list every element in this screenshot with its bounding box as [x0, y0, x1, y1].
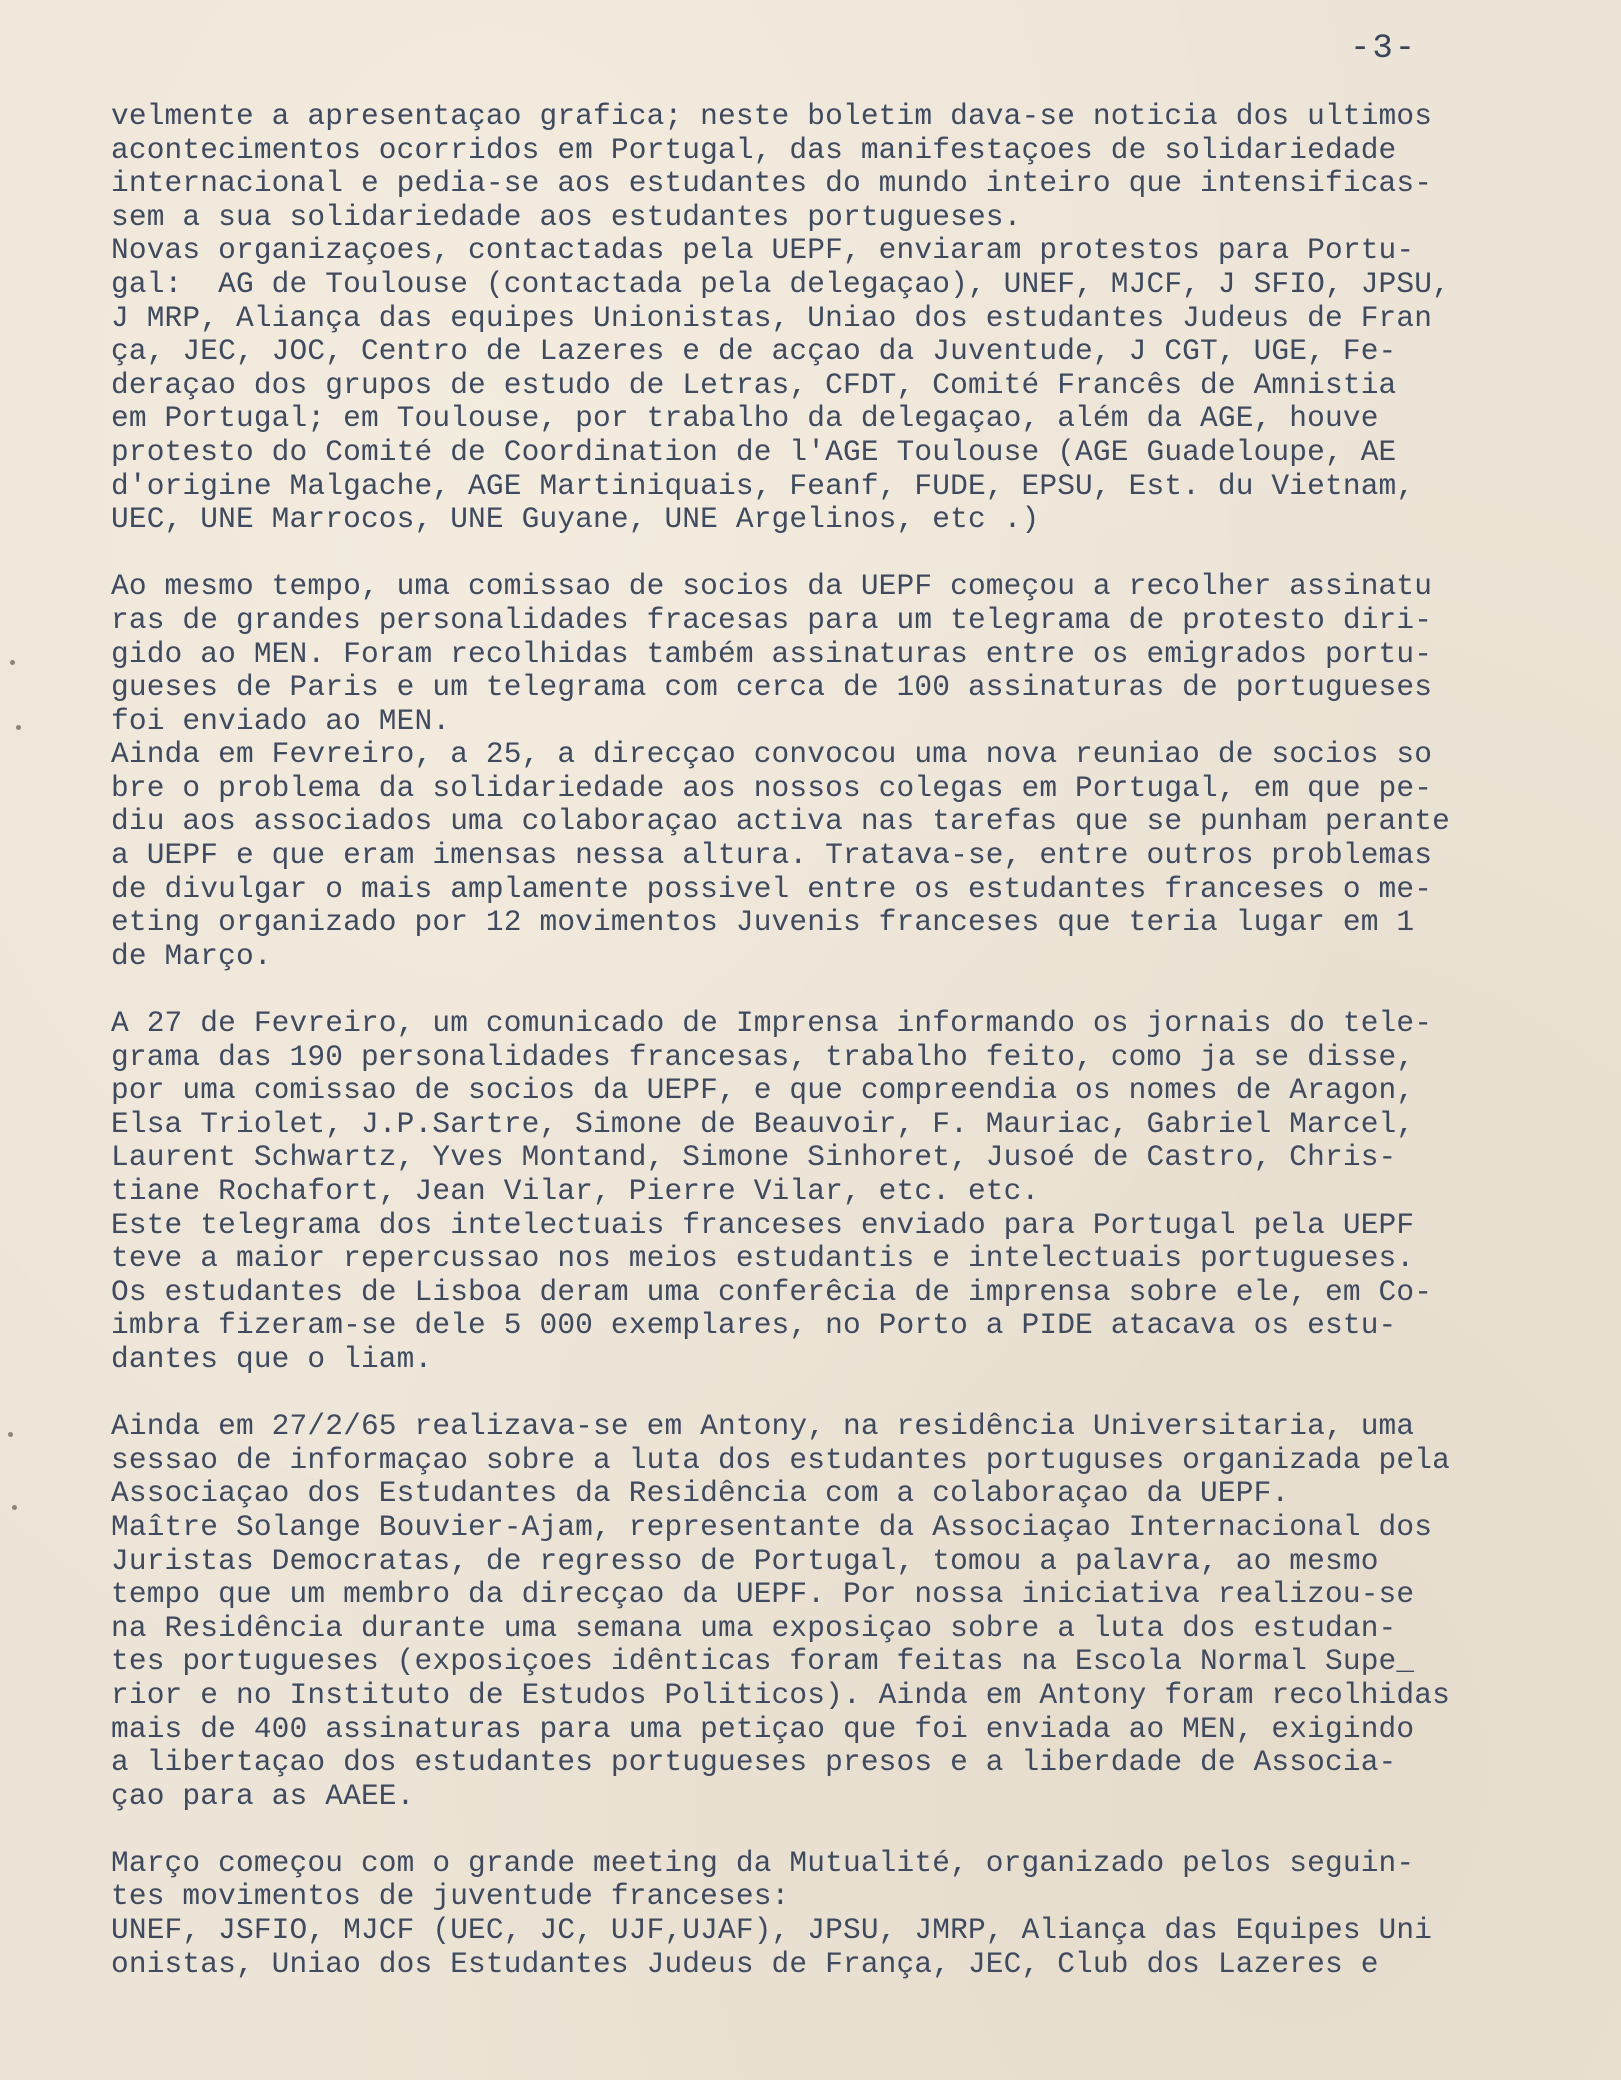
text-line: gal: AG de Toulouse (contactada pela delegaçao), UNEF, MJCF, J SFIO, JPSU, — [111, 266, 1450, 301]
text-line: deraçao dos grupos de estudo de Letras, CFDT, Comité Francês de Amnistia — [111, 367, 1397, 402]
text-line: Elsa Triolet, J.P.Sartre, Simone de Beauvoir, F. Mauriac, Gabriel Marcel, — [111, 1106, 1415, 1141]
text-line: dantes que o liam. — [111, 1341, 433, 1376]
text-line: de Março. — [111, 938, 272, 973]
text-line: grama das 190 personalidades francesas, trabalho feito, como ja se disse, — [111, 1039, 1415, 1074]
paragraph-2 — [111, 570, 1601, 973]
text-line: A 27 de Fevreiro, um comunicado de Imprensa informando os jornais do tele- — [111, 1006, 1433, 1041]
paragraph-gap — [111, 1377, 1601, 1411]
text-line: protesto do Comité de Coordination de l'AGE Toulouse (AGE Guadeloupe, AE — [111, 434, 1397, 469]
text-line: UNEF, JSFIO, MJCF (UEC, JC, UJF,UJAF), JPSU, JMRP, Aliança das Equipes Uni — [111, 1913, 1433, 1948]
paragraph-gap — [111, 1813, 1601, 1847]
text-line: J MRP, Aliança das equipes Unionistas, Uniao dos estudantes Judeus de Fran — [111, 300, 1433, 335]
page-number: -3- — [1350, 30, 1418, 68]
text-line: d'origine Malgache, AGE Martiniquais, Feanf, FUDE, EPSU, Est. du Vietnam, — [111, 468, 1415, 503]
text-line: Laurent Schwartz, Yves Montand, Simone Sinhoret, Jusoé de Castro, Chris- — [111, 1140, 1397, 1175]
text-line: Este telegrama dos intelectuais franceses enviado para Portugal pela UEPF — [111, 1207, 1415, 1242]
text-line: sem a sua solidariedade aos estudantes portugueses. — [111, 199, 1022, 234]
margin-speck — [12, 1505, 17, 1510]
document-body — [111, 100, 1601, 1981]
margin-speck — [8, 1432, 13, 1437]
text-line: ras de grandes personalidades fracesas para um telegrama de protesto diri- — [111, 602, 1433, 637]
text-line: foi enviado ao MEN. — [111, 703, 451, 738]
text-line: gido ao MEN. Foram recolhidas também assinaturas entre os emigrados portu- — [111, 636, 1433, 671]
text-line: na Residência durante uma semana uma exposiçao sobre a luta dos estudan- — [111, 1610, 1397, 1645]
text-line: tes portugueses (exposiçoes idênticas foram feitas na Escola Normal Supe_ — [111, 1644, 1415, 1679]
text-line: Juristas Democratas, de regresso de Portugal, tomou a palavra, ao mesmo — [111, 1543, 1379, 1578]
text-line: acontecimentos ocorridos em Portugal, das manifestaçoes de solidariedade — [111, 132, 1397, 167]
text-line: sessao de informaçao sobre a luta dos estudantes portuguses organizada pela — [111, 1442, 1450, 1477]
margin-speck — [10, 660, 15, 665]
text-line: a UEPF e que eram imensas nessa altura. Tratava-se, entre outros problemas — [111, 838, 1433, 873]
text-line: tes movimentos de juventude franceses: — [111, 1879, 790, 1914]
text-line: velmente a apresentaçao grafica; neste boletim dava-se noticia dos ultimos — [111, 99, 1433, 133]
text-line: a libertaçao dos estudantes portugueses presos e a liberdade de Associa- — [111, 1745, 1397, 1780]
text-line: diu aos associados uma colaboraçao activa nas tarefas que se punham perante — [111, 804, 1450, 839]
text-line: ça, JEC, JOC, Centro de Lazeres e de acçao da Juventude, J CGT, UGE, Fe- — [111, 334, 1397, 369]
paragraph-1 — [111, 100, 1601, 537]
paragraph-gap — [111, 973, 1601, 1007]
text-line: Maître Solange Bouvier-Ajam, representante da Associaçao Internacional dos — [111, 1509, 1433, 1544]
text-line: internacional e pedia-se aos estudantes do mundo inteiro que intensificas- — [111, 166, 1433, 201]
text-line: tiane Rochafort, Jean Vilar, Pierre Vilar, etc. etc. — [111, 1174, 1040, 1208]
text-line: tempo que um membro da direcçao da UEPF. Por nossa iniciativa realizou-se — [111, 1577, 1415, 1612]
paragraph-5 — [111, 1847, 1601, 1981]
text-line: Associaçao dos Estudantes da Residência com a colaboraçao da UEPF. — [111, 1476, 1290, 1511]
text-line: Ainda em 27/2/65 realizava-se em Antony, na residência Universitaria, uma — [111, 1409, 1415, 1444]
text-line: imbra fizeram-se dele 5 000 exemplares, no Porto a PIDE atacava os estu- — [111, 1308, 1397, 1343]
text-line: eting organizado por 12 movimentos Juvenis franceses que teria lugar em 1 — [111, 905, 1415, 940]
text-line: onistas, Uniao dos Estudantes Judeus de França, JEC, Club dos Lazeres e — [111, 1946, 1379, 1981]
text-line: por uma comissao de socios da UEPF, e que compreendia os nomes de Aragon, — [111, 1073, 1415, 1108]
text-line: gueses de Paris e um telegrama com cerca de 100 assinaturas de portugueses — [111, 670, 1433, 705]
text-line: em Portugal; em Toulouse, por trabalho da delegaçao, além da AGE, houve — [111, 401, 1379, 436]
text-line: mais de 400 assinaturas para uma petiçao que foi enviada ao MEN, exigindo — [111, 1711, 1415, 1746]
text-line: de divulgar o mais amplamente possivel entre os estudantes franceses o me- — [111, 871, 1433, 906]
margin-speck — [16, 725, 21, 730]
text-line: bre o problema da solidariedade aos nossos colegas em Portugal, em que pe- — [111, 770, 1433, 805]
text-line: UEC, UNE Marrocos, UNE Guyane, UNE Argelinos, etc .) — [111, 502, 1040, 537]
paragraph-4 — [111, 1410, 1601, 1813]
paragraph-3 — [111, 1007, 1601, 1377]
text-line: Novas organizaçoes, contactadas pela UEPF, enviaram protestos para Portu- — [111, 233, 1415, 268]
text-line: teve a maior repercussao nos meios estudantis e intelectuais portugueses. — [111, 1241, 1415, 1276]
text-line: Março começou com o grande meeting da Mutualité, organizado pelos seguin- — [111, 1845, 1415, 1880]
text-line: Os estudantes de Lisboa deram uma conferêcia de imprensa sobre ele, em Co- — [111, 1274, 1433, 1309]
text-line: rior e no Instituto de Estudos Politicos). Ainda em Antony foram recolhidas — [111, 1677, 1450, 1712]
text-line: Ainda em Fevreiro, a 25, a direcçao convocou uma nova reuniao de socios so — [111, 737, 1433, 772]
text-line: çao para as AAEE. — [111, 1778, 415, 1813]
text-line: Ao mesmo tempo, uma comissao de socios da UEPF começou a recolher assinatu — [111, 569, 1433, 604]
paragraph-gap — [111, 537, 1601, 571]
